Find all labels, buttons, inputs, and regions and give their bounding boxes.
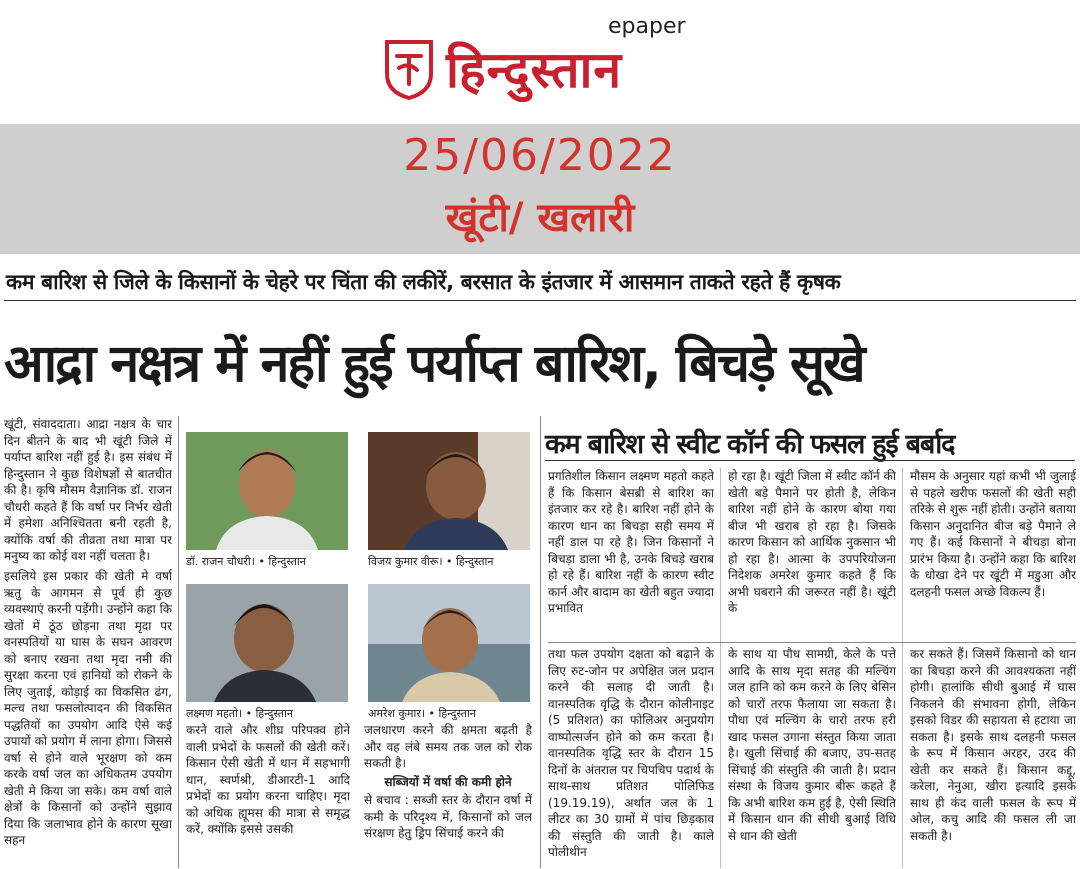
column-3c-text: से बचाव : सब्जी स्तर के दौरान वर्षा में कमी के परिदृश्य में, किसानों को जल संरक्षण हेतु ड्रिप सिंचाई करने की bbox=[364, 793, 532, 840]
article-subhead: कम बारिश से स्वीट कॉर्न की फसल हुई बर्बाद bbox=[545, 429, 955, 460]
photo-laxman-mahto bbox=[186, 584, 348, 702]
column-3-bottom bbox=[364, 722, 532, 868]
vegetable-box-heading: सब्जियों में वर्षा की कमी होने bbox=[384, 774, 512, 789]
section-divider bbox=[548, 642, 1076, 643]
edition-date: 25/06/2022 bbox=[403, 130, 677, 181]
column-5a-text: हो रहा है। खूंटी जिला में स्वीट कॉर्न की खेती बड़े पैमाने पर होती है, लेकिन बारिश नहीं होने के कारण बोया गया बीज भी खराब हो रहा है। जिसके कारण किसान को आर्थिक नुकसान भी हो रहा है। आत्मा के उपपरियोजना निदेशक अमरेश कुमार कहते हैं कि अभी घबराने की जरूरत नहीं है। खूंटी के bbox=[728, 469, 896, 615]
column-5-top bbox=[728, 468, 896, 640]
photo-rajan-chaudhary bbox=[186, 432, 348, 550]
kicker-rule bbox=[4, 300, 1076, 301]
column-6b-text: कर सकते हैं। जिसमें किसानो को धान का बिचड़ा करने की आवश्यकता नहीं होगी। हालांकि सीधी बुआई में घास निकलने की संभावना होगी, लेकिन इसको विडर की सहायता से हटाया जा सकता है। इसके साथ दलहनी फसल के रूप में किसान अरहर, उरद की खेती कर सकते हैं। किसान कद्दू, करेला, नेनुआ, खीरा इत्यादि इसके साथ ही कंद वाली फसल के रूप में ओल, कचु आदि की फसल ली जा सकती है। bbox=[910, 647, 1076, 843]
photo-vijay-kumar-viru bbox=[368, 432, 530, 550]
column-divider bbox=[720, 468, 721, 868]
column-1b-text: इसलिये इस प्रकार की खेती मे वर्षा ऋतु के आगमन से पूर्व ही कुछ व्यवस्थाएं करनी पड़ेंगी। उन्होंने कहा कि खेतों में ठूंठ छोड़ना तथा मृदा पर वनस्पतियों या घास के सघन आवरण को बनाए रखना तथा मृदा नमी की सुरक्षा करना एवं हानियों को रोकने के लिए जुताई, कोड़ाई का विकसित ढंग, मल्च तथा फसलोत्पादन की विकसित पद्धतियों का उपयोग आदि ऐसे कई उपायों को प्रयोग में लाना होगा। जिससे वर्षा से होने वाले भूरक्षण को कम करके वर्षा जल का अधिकतम उपयोग खेती मे किया जा सके। कम वर्षा वाले क्षेत्रों के किसानों को उन्होंने सुझाव दिया कि जलाभाव होने के कारण सूखा सहन bbox=[4, 569, 172, 847]
column-6-top bbox=[910, 468, 1076, 640]
column-4-bottom bbox=[548, 646, 714, 868]
column-divider bbox=[178, 416, 179, 868]
portrait-icon bbox=[186, 432, 348, 550]
column-divider bbox=[540, 416, 541, 868]
hindustan-logo-shield-icon bbox=[383, 38, 435, 100]
column-1-text: खूंटी, संवाददाता। आद्रा नक्षत्र के चार दिन बीतने के बाद भी खूंटी जिले में पर्याप्त बारिश नहीं हुई है। इस संबंध में हिन्दुस्तान ने कुछ विशेषज्ञों से बातचीत की है। कृषि मौसम वैज्ञानिक डॉ. राजन चौधरी कहते हैं कि वर्षा पर निर्भर खेती में हमेशा अनिश्चितता बनी रहती है, क्योंकि वर्षा की तीव्रता तथा मात्रा पर मनुष्य का कोई वश नहीं चलता है। bbox=[4, 417, 172, 563]
portrait-icon bbox=[368, 584, 530, 702]
article-headline: आद्रा नक्षत्र में नहीं हुई पर्याप्त बारिश, बिचड़े सूखे bbox=[4, 334, 864, 394]
column-2b-text: करने वाले और शीघ्र परिपक्व होने वाली प्रभेदों के फसलों की खेती करें। किसान ऐसी खेती में धान में सहभागी धान, स्वर्णश्री, डीआरटी-1 आदि प्रभेदों का प्रयोग करना चाहिए। मृदा को अधिक ह्यूमस की मात्रा से समृद्ध करें, क्योंकि इससे उसकी bbox=[186, 723, 350, 836]
masthead-logo-text: हिन्दुस्तान bbox=[446, 40, 623, 99]
column-5-bottom bbox=[728, 646, 896, 868]
column-5b-text: के साथ या पौध सामग्री, केले के पत्ते आदि के साथ मृदा सतह की मल्चिंग जल हानि को कम करने के लिए बेसिन को चारों तरफ फैलाया जा सकता है। पौधा एवं मल्चिंग के चारो तरफ हरी खाद फसल उगाना संस्तुत किया जाता है। खुली सिंचाई की बजाए, उप-सतह सिंचाई की संस्तुति की जाती है। प्रदान संस्था के विजय कुमार बीरू कहते हैं कि अभी बारिश कम हुई है, ऐसी स्थिति में किसान धान की सीधी बुआई विधि से धान की खेती bbox=[728, 647, 896, 843]
photo-caption-2: विजय कुमार वीरू। • हिन्दुस्तान bbox=[368, 555, 494, 568]
portrait-icon bbox=[186, 584, 348, 702]
column-4a-text: प्रगतिशील किसान लक्ष्मण महतो कहते हैं कि किसान बेसब्री से बारिश का इंतजार कर रहे है। बारिश नहीं होने के कारण धान का बिचड़ा सही समय में नहीं डाल पा रहे है। जिन किसानों ने बिचड़ा डाला भी है, उनके बिचड़े खराब हो रहे हैं। बारिश नहीं के कारण स्वीट कार्न और बादाम का खेती बहुत ज्यादा प्रभावित bbox=[548, 469, 714, 615]
photo-amresh-kumar bbox=[368, 584, 530, 702]
photo-caption-4: अमरेश कुमार। • हिन्दुस्तान bbox=[368, 707, 476, 720]
edition-place: खूंटी/ खलारी bbox=[445, 195, 635, 241]
column-4b-text: तथा फल उपयोग दक्षता को बढ़ाने के लिए रुट-जोन पर अपेक्षित जल प्रदान करने की सलाह दी जाती है। वानस्पतिक वृद्धि के दौरान कोलीनाइट (5 प्रतिशत) का फोलिअर अनुप्रयोग वाष्पोत्सर्जन होने को कम करता है। वानस्पतिक वृद्धि स्तर के दौरान 15 दिनों के अंतराल पर चिपचिप पदार्थ के साथ-साथ प्रतिशत पोलिफिड (19.19.19), अर्थात जल के 1 लीटर का 30 ग्रामों में पांच छिड़काव की संस्तुति की जाती है। काले पोलीथीन bbox=[548, 647, 714, 859]
subhead-rule bbox=[545, 460, 1075, 461]
epaper-label: epaper bbox=[608, 14, 686, 39]
column-1-top bbox=[4, 416, 172, 566]
column-divider bbox=[902, 468, 903, 868]
column-2-bottom bbox=[186, 722, 350, 868]
portrait-icon bbox=[368, 432, 530, 550]
column-3b-text: जलधारण करने की क्षमता बढ़ती है और वह लंबे समय तक जल को रोक सकती है। bbox=[364, 723, 532, 770]
photo-caption-1: डॉ. राजन चौधरी। • हिन्दुस्तान bbox=[186, 555, 306, 568]
article-kicker: कम बारिश से जिले के किसानों के चेहरे पर चिंता की लकीरें, बरसात के इंतजार में आसमान ताकते रहते हैं कृषक bbox=[6, 270, 841, 294]
photo-caption-3: लक्ष्मण महतो। • हिन्दुस्तान bbox=[186, 707, 294, 720]
column-4-top bbox=[548, 468, 714, 640]
column-1-bottom bbox=[4, 568, 172, 866]
column-6-bottom bbox=[910, 646, 1076, 868]
column-6a-text: मौसम के अनुसार यहां कभी भी जुलाई से पहले खरीफ फसलों की खेती सही तरिके से शुरू नहीं होती। उन्होंने बताया किसान अनुदानित बीज बड़े पैमाने ले गए हैं। कई किसानों ने बीचड़ा बोना प्रारंभ किया है। उन्होंने कहा कि बारिश के धोखा देने पर खूंटी में मडुआ और दलहनी फसल अच्छे विकल्प हैं। bbox=[910, 469, 1076, 599]
